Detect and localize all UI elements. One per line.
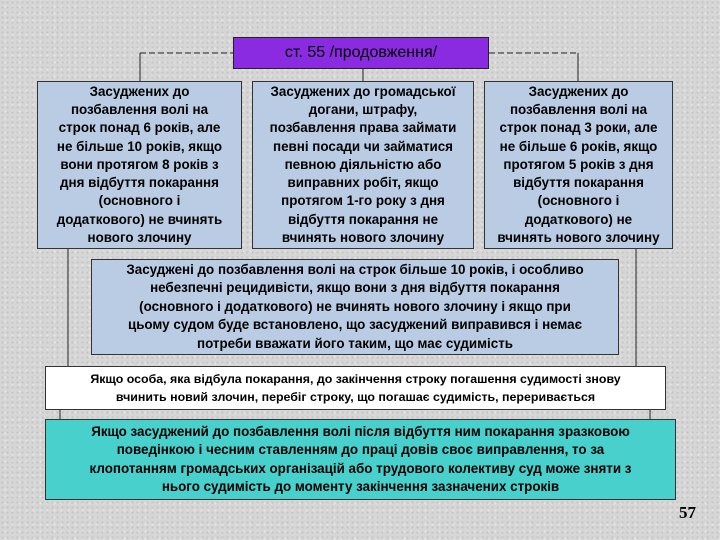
column-text xyxy=(270,83,457,247)
text-line: строк понад 6 років, але xyxy=(58,120,221,136)
text-line: дня відбуття покарання xyxy=(60,175,219,191)
text-line: Засуджені до позбавлення волі на строк більше 10 років, і особливо xyxy=(126,261,584,277)
text-line: нього судимість до моменту закінчення зазначених строків xyxy=(161,478,560,494)
page-number: 57 xyxy=(679,503,696,522)
text-line: догани, штрафу, xyxy=(308,102,418,118)
text-line: строк понад 3 роки, але xyxy=(499,120,658,136)
text-line: позбавлення права займати xyxy=(269,120,457,136)
text-line: вони протягом 8 років з xyxy=(60,156,219,172)
article-title xyxy=(233,37,489,69)
column-text xyxy=(497,83,659,247)
text-line: Засуджених до xyxy=(528,84,629,100)
text-line: нового злочину xyxy=(87,229,192,245)
early-removal-box xyxy=(45,419,676,500)
wide-box-text xyxy=(126,261,583,354)
text-line: вчинять нового злочину xyxy=(281,229,445,245)
text-line: позбавлення волі на xyxy=(70,102,209,118)
text-line: відбуття покарання не xyxy=(287,211,439,227)
text-line: цьому судом буде встановлено, що засуджений виправився і немає xyxy=(127,317,582,333)
text-line: Якщо особа, яка відбула покарання, до закінчення строку погашення судимості знову xyxy=(90,372,621,386)
text-line: Якщо засуджений до позбавлення волі після відбуття ним покарання зразковою xyxy=(91,423,630,439)
text-line: додаткового) не xyxy=(524,211,633,227)
text-line: відбуття покарання xyxy=(513,175,644,191)
text-line: не більше 10 років, якщо xyxy=(56,138,223,154)
text-line: певні посади чи займатися xyxy=(272,138,453,154)
text-line: додаткового) не вчинять xyxy=(56,211,223,227)
text-line: Засуджених до громадської xyxy=(270,84,456,100)
text-line: вчинять нового злочину xyxy=(497,229,660,245)
text-line: не більше 6 років, якщо xyxy=(499,138,658,154)
text-line: позбавлення волі на xyxy=(509,102,648,118)
text-line: (основного і xyxy=(537,193,620,209)
interruption-note-box xyxy=(45,366,666,410)
text-line: протягом 5 років з дня xyxy=(503,156,654,172)
text-line: (основного і xyxy=(98,193,181,209)
text-line: протягом 1-го року з дня xyxy=(281,193,445,209)
text-line: (основного і додаткового) не вчинять нового злочину і якщо при xyxy=(139,298,571,314)
article-title-text: ст. 55 /продовження/ xyxy=(284,44,438,61)
text-line: певною діяльністю або xyxy=(284,156,442,172)
column-text xyxy=(57,83,222,247)
column-box-public-reprimand xyxy=(252,81,474,249)
text-line: потреби вважати його таким, що має судимість xyxy=(197,335,513,351)
text-line: Засуджених до xyxy=(89,84,190,100)
note-box-text xyxy=(90,370,620,406)
text-line: вчинить новий злочин, перебіг строку, що погашає судимість, переривається xyxy=(115,390,596,404)
text-line: небезпечні рецидивісти, якщо вони з дня відбуття покарання xyxy=(150,280,560,296)
column-box-3-6-years xyxy=(484,81,673,249)
text-line: клопотанням громадських організацій або трудового колективу суд може зняти з xyxy=(89,460,632,476)
teal-box-text xyxy=(90,423,632,497)
text-line: виправних робіт, якщо xyxy=(287,175,439,191)
column-box-6-10-years xyxy=(37,81,242,249)
text-line: поведінкою і чесним ставленням до праці довів своє виправлення, то за xyxy=(116,442,605,458)
over-10-years-box xyxy=(91,259,619,355)
